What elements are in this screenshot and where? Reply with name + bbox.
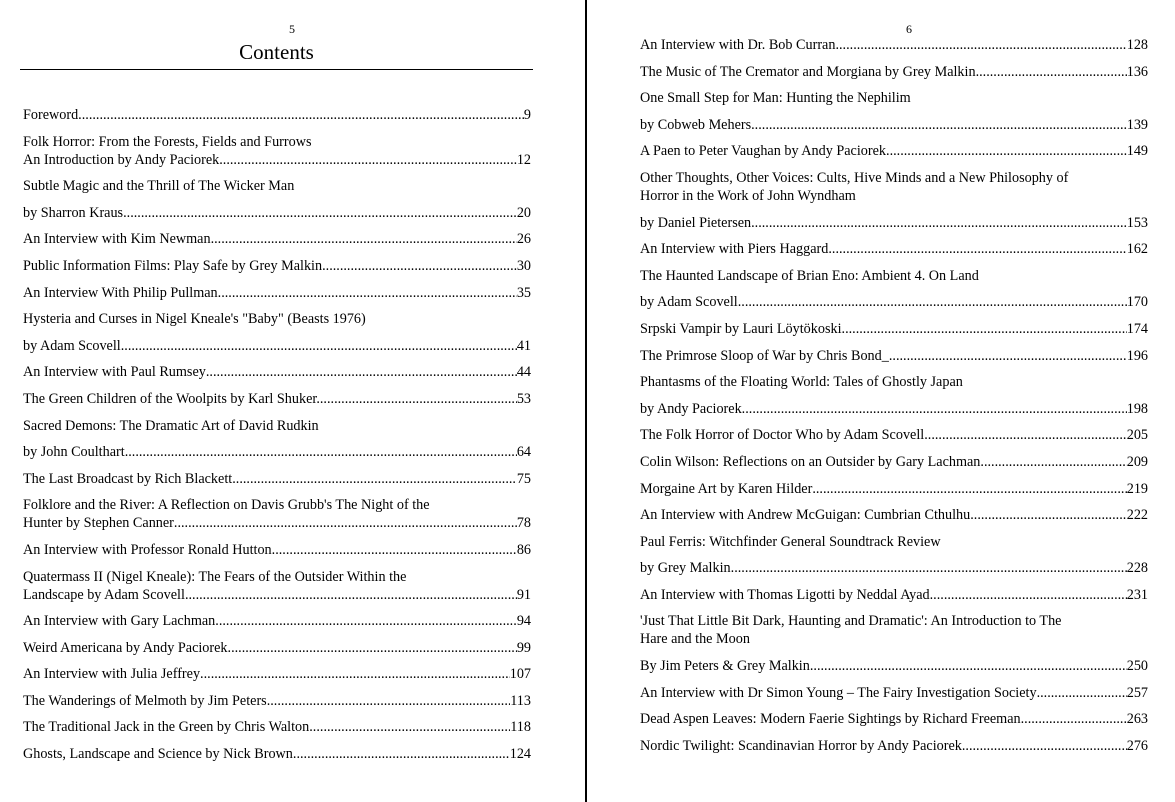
toc-entry-page-number: 94 [516,613,531,630]
toc-entry [640,170,1148,187]
toc-entry-page-number: 136 [1126,63,1148,80]
toc-entry-page-number: 231 [1126,586,1148,603]
toc-entry [23,471,531,488]
toc-entry [23,613,531,630]
toc-entry-title: An Interview with Paul Rumsey [23,364,206,381]
toc-entry-page-number: 205 [1126,427,1148,444]
dot-leader [828,241,1126,258]
toc-entry-title: by Cobweb Mehers [640,116,752,133]
toc-entry [640,188,1148,205]
toc-entry-page-number: 153 [1126,214,1148,231]
dot-leader [970,507,1127,524]
toc-entry [23,418,531,435]
toc-entry-title: The Music of The Cremator and Morgiana by Grey Malkin [640,63,976,80]
toc-entry-title: Hysteria and Curses in Nigel Kneale's "Baby" (Beasts 1976) [23,311,366,328]
toc-entry-title: An Interview with Dr. Bob Curran [640,37,836,53]
toc-entry-page-number: 44 [516,364,531,381]
dot-leader [267,693,511,710]
toc-entry-page-number: 149 [1126,143,1148,160]
toc-entry [23,285,531,302]
toc-entry-page-number: 75 [516,470,531,487]
toc-entry [640,587,1148,604]
toc-entry-title: An Interview with Piers Haggard [640,241,829,258]
dot-leader [976,64,1127,81]
dot-leader [206,364,517,381]
toc-list [640,37,1148,755]
toc-entry [23,569,531,586]
toc-entry-page-number: 9 [523,107,531,123]
dot-leader [211,231,517,248]
contents-title: Contents [239,40,314,64]
dot-leader [322,258,517,275]
toc-entry [23,746,531,763]
dot-leader [842,321,1127,338]
toc-entry-title: by Daniel Pietersen [640,214,752,231]
dot-leader [200,666,510,683]
toc-entry-title: Sacred Demons: The Dramatic Art of David Rudkin [23,417,319,434]
toc-entry [640,454,1148,471]
dot-leader [215,613,517,630]
toc-entry [640,631,1148,648]
dot-leader [320,391,517,408]
dot-leader [232,471,517,488]
toc-entry [23,719,531,736]
toc-entry-page-number: 198 [1126,400,1148,417]
toc-entry [23,666,531,683]
toc-entry-title: One Small Step for Man: Hunting the Nephilim [640,90,911,107]
toc-entry [23,497,531,514]
toc-entry-title: An Interview with Andrew McGuigan: Cumbrian Cthulhu [640,507,971,524]
toc-entry [23,391,531,408]
toc-entry-title: An Interview with Gary Lachman [23,613,216,630]
dot-leader [228,640,517,657]
toc-entry [23,587,531,604]
toc-entry [23,364,531,381]
toc-entry-title: The Haunted Landscape of Brian Eno: Ambient 4. On Land [640,267,979,284]
toc-entry-page-number: 162 [1126,241,1148,258]
dot-leader [980,454,1126,471]
toc-entry-title: Morgaine Art by Karen Hilder [640,480,813,497]
toc-entry-title: Other Thoughts, Other Voices: Cults, Hive Minds and a New Philosophy of [640,169,1069,186]
toc-entry-page-number: 257 [1126,684,1148,701]
toc-entry [640,507,1148,524]
dot-leader [123,205,517,222]
dot-leader [1037,685,1127,702]
toc-entry-title: Phantasms of the Floating World: Tales of Ghostly Japan [640,374,963,391]
toc-entry-title: The Traditional Jack in the Green by Chris Walton [23,719,310,736]
toc-entry [640,37,1148,54]
toc-entry-title: by Grey Malkin [640,560,731,577]
toc-entry-title: by Sharron Kraus [23,204,124,221]
dot-leader [121,338,517,355]
toc-entry-title: Hare and the Moon [640,631,750,648]
toc-entry-title: Colin Wilson: Reflections on an Outsider by Gary Lachman [640,453,981,470]
page-number: 5 [289,22,295,36]
toc-entry [640,215,1148,232]
toc-entry [640,401,1148,418]
toc-entry-page-number: 26 [516,231,531,248]
dot-leader [812,481,1126,498]
toc-entry [23,515,531,532]
toc-entry [640,321,1148,338]
toc-entry [640,560,1148,577]
toc-entry-page-number: 196 [1126,347,1148,364]
toc-entry-title: Public Information Films: Play Safe by Grey Malkin [23,257,323,274]
toc-entry-title: Weird Americana by Andy Paciorek [23,639,228,656]
page-number: 6 [906,22,912,36]
toc-entry-title: Subtle Magic and the Thrill of The Wicker Man [23,178,295,195]
toc-entry [640,711,1148,728]
toc-entry-page-number: 124 [509,746,531,763]
toc-entry-page-number: 30 [516,257,531,274]
toc-entry [640,90,1148,107]
toc-entry-page-number: 12 [516,151,531,168]
toc-entry-page-number: 263 [1126,711,1148,728]
dot-leader [889,348,1127,365]
toc-entry [640,268,1148,285]
toc-entry-title: Dead Aspen Leaves: Modern Faerie Sightings by Richard Freeman [640,711,1021,728]
toc-entry [640,427,1148,444]
toc-entry [23,542,531,559]
dot-leader [185,587,517,604]
toc-entry-page-number: 107 [509,666,531,683]
title-rule [20,69,533,70]
toc-entry-page-number: 91 [516,586,531,603]
toc-list [23,107,531,763]
toc-entry-page-number: 41 [516,337,531,354]
toc-entry-title: An Interview with Thomas Ligotti by Neddal Ayad [640,586,930,603]
toc-entry-title: The Green Children of the Woolpits by Karl Shuker. [23,390,320,407]
toc-entry [640,534,1148,551]
toc-entry [640,738,1148,755]
toc-entry-title: Quatermass II (Nigel Kneale): The Fears of the Outsider Within the [23,568,407,585]
toc-entry-title: Landscape by Adam Scovell [23,586,185,603]
toc-entry-page-number: 222 [1126,507,1148,524]
toc-entry-title: An Interview With Philip Pullman [23,284,218,301]
toc-entry-page-number: 209 [1126,453,1148,470]
toc-entry [640,658,1148,675]
toc-entry-title: Foreword [23,107,79,123]
toc-entry-page-number: 118 [510,719,531,736]
toc-entry-title: by Andy Paciorek [640,400,742,417]
toc-entry-title: The Last Broadcast by Rich Blackett [23,470,233,487]
toc-entry [23,693,531,710]
toc-entry-page-number: 53 [516,390,531,407]
toc-entry-title: The Primrose Sloop of War by Chris Bond_ [640,347,889,364]
dot-leader [886,143,1127,160]
dot-leader [272,542,517,559]
toc-entry-title: 'Just That Little Bit Dark, Haunting and Dramatic': An Introduction to The [640,613,1062,630]
toc-entry [640,613,1148,630]
toc-entry-title: An Interview with Dr Simon Young – The Fairy Investigation Society [640,684,1037,701]
toc-entry-page-number: 64 [516,444,531,461]
toc-entry-page-number: 219 [1126,480,1148,497]
toc-entry-page-number: 35 [516,284,531,301]
toc-entry-title: By Jim Peters & Grey Malkin [640,658,810,675]
toc-entry [640,117,1148,134]
toc-entry [23,205,531,222]
toc-entry-page-number: 170 [1126,294,1148,311]
toc-entry-title: The Wanderings of Melmoth by Jim Peters [23,692,267,709]
dot-leader [309,719,510,736]
toc-entry [23,338,531,355]
dot-leader [751,117,1127,134]
dot-leader [930,587,1127,604]
toc-entry [640,348,1148,365]
toc-entry [23,152,531,169]
dot-leader [1021,711,1127,728]
toc-entry-title: Nordic Twilight: Scandinavian Horror by Andy Paciorek [640,737,962,754]
toc-entry-page-number: 128 [1126,37,1148,53]
toc-entry-title: Paul Ferris: Witchfinder General Soundtrack Review [640,533,941,550]
toc-entry [23,178,531,195]
toc-entry [23,444,531,461]
toc-entry-page-number: 250 [1126,658,1148,675]
toc-entry-page-number: 99 [516,639,531,656]
toc-entry-page-number: 139 [1126,116,1148,133]
toc-entry-title: by John Coulthart [23,444,125,461]
toc-entry [23,640,531,657]
toc-entry [23,258,531,275]
dot-leader [174,515,517,532]
toc-entry [23,107,531,124]
toc-entry [640,481,1148,498]
toc-entry-page-number: 20 [516,204,531,221]
dot-leader [835,37,1126,54]
toc-entry [23,311,531,328]
toc-entry-title: A Paen to Peter Vaughan by Andy Paciorek [640,143,887,160]
toc-entry [640,241,1148,258]
dot-leader [742,401,1127,418]
toc-entry-title: An Introduction by Andy Paciorek [23,151,220,168]
toc-entry [640,294,1148,311]
dot-leader [962,738,1127,755]
toc-entry-page-number: 113 [510,692,531,709]
toc-entry [640,374,1148,391]
toc-entry-page-number: 276 [1126,737,1148,754]
right-page [587,0,1175,802]
toc-entry-page-number: 174 [1126,320,1148,337]
toc-entry-title: An Interview with Julia Jeffrey [23,666,201,683]
dot-leader [751,215,1127,232]
dot-leader [810,658,1127,675]
toc-entry-title: The Folk Horror of Doctor Who by Adam Scovell [640,427,925,444]
toc-entry-title: by Adam Scovell [23,337,121,354]
dot-leader [924,427,1126,444]
dot-leader [731,560,1127,577]
toc-entry-title: Folk Horror: From the Forests, Fields and Furrows [23,133,312,150]
toc-entry-title: by Adam Scovell [640,294,738,311]
toc-entry-title: Folklore and the River: A Reflection on Davis Grubb's The Night of the [23,497,430,514]
toc-entry-title: Horror in the Work of John Wyndham [640,187,856,204]
toc-entry-page-number: 78 [516,515,531,532]
toc-entry-title: An Interview with Professor Ronald Hutton [23,541,272,558]
toc-entry [23,134,531,151]
toc-entry-page-number: 228 [1126,560,1148,577]
dot-leader [125,444,517,461]
toc-entry-title: An Interview with Kim Newman [23,231,211,248]
toc-entry-page-number: 86 [516,541,531,558]
dot-leader [293,746,510,763]
dot-leader [218,285,517,302]
toc-entry-title: Hunter by Stephen Canner [23,515,174,532]
toc-entry-title: Ghosts, Landscape and Science by Nick Brown [23,746,293,763]
toc-entry [23,231,531,248]
toc-entry [640,64,1148,81]
dot-leader [219,152,517,169]
dot-leader [78,107,524,124]
left-page [0,0,585,802]
toc-entry [640,685,1148,702]
toc-entry-title: Srpski Vampir by Lauri Löytökoski [640,320,842,337]
toc-entry [640,143,1148,160]
dot-leader [738,294,1127,311]
